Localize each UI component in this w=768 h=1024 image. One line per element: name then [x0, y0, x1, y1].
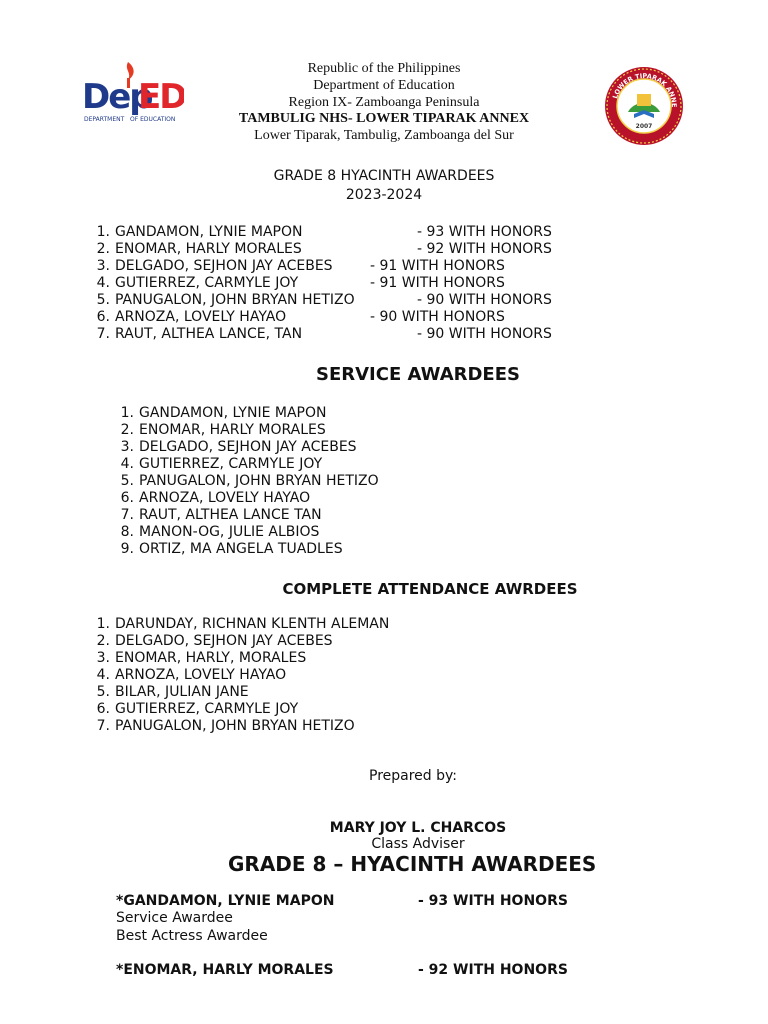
list-item: 5. BILAR, JULIAN JANE: [96, 684, 249, 700]
awardee-grade: - 91 WITH HONORS: [370, 275, 505, 291]
svg-text:LOWER TIPARAK ANNEX: LOWER TIPARAK ANNE: [611, 71, 679, 108]
header-school-name: TAMBULIG NHS- LOWER TIPARAK ANNEX: [238, 111, 530, 126]
list-item: 6. GUTIERREZ, CARMYLE JOY: [96, 701, 299, 717]
adviser-name: MARY JOY L. CHARCOS: [329, 820, 507, 836]
attendance-awardees-list: [92, 616, 592, 735]
list-item: 7. RAUT, ALTHEA LANCE, TAN - 90 WITH HONORS: [96, 326, 552, 342]
list-item: 3. DELGADO, SEJHON JAY ACEBES - 91 WITH HONORS: [96, 258, 505, 274]
list-item: 2. DELGADO, SEJHON JAY ACEBES: [96, 633, 333, 649]
page2-title: GRADE 8 – HYACINTH AWARDEES: [228, 852, 597, 876]
entry-grade: - 93 WITH HONORS: [418, 893, 568, 909]
awardee-grade: - 92 WITH HONORS: [417, 241, 552, 257]
list-item: 2. ENOMAR, HARLY MORALES: [120, 422, 326, 438]
list-item: 4. ARNOZA, LOVELY HAYAO: [96, 667, 287, 683]
awardee-grade: - 91 WITH HONORS: [370, 258, 505, 274]
list-item: 7. PANUGALON, JOHN BRYAN HETIZO: [96, 718, 355, 734]
list-item: 7. RAUT, ALTHEA LANCE TAN: [120, 507, 322, 523]
list-item: 4. GUTIERREZ, CARMYLE JOY - 91 WITH HONORS: [96, 275, 505, 291]
list-item: 3. DELGADO, SEJHON JAY ACEBES: [120, 439, 357, 455]
awardee-name: ARNOZA, LOVELY HAYAO: [115, 309, 287, 325]
list-item: 4. GUTIERREZ, CARMYLE JOY: [120, 456, 323, 472]
awardees-title: GRADE 8 HYACINTH AWARDEES: [273, 168, 495, 184]
list-item: 2. ENOMAR, HARLY MORALES - 92 WITH HONORS: [96, 241, 552, 257]
entry-award: Service Awardee: [116, 910, 233, 926]
service-awardees-title: SERVICE AWARDEES: [316, 364, 520, 385]
awardee-name: RAUT, ALTHEA LANCE, TAN: [115, 326, 303, 342]
list-item: 6. ARNOZA, LOVELY HAYAO: [120, 490, 311, 506]
header-republic: Republic of the Philippines: [307, 61, 461, 76]
deped-logo-sub2: OF EDUCATION: [130, 116, 176, 123]
awardee-grade: - 90 WITH HONORS: [417, 292, 552, 308]
awardees-list: [92, 224, 652, 343]
list-item: 8. MANON-OG, JULIE ALBIOS: [120, 524, 320, 540]
awardees-year: 2023-2024: [345, 187, 423, 203]
awardee-grade: - 93 WITH HONORS: [417, 224, 552, 240]
list-item: 1. GANDAMON, LYNIE MAPON - 93 WITH HONORS: [96, 224, 552, 240]
svg-text:2007: 2007: [635, 123, 653, 130]
list-item: 9. ORTIZ, MA ANGELA TUADLES: [120, 541, 343, 557]
entry-name: *GANDAMON, LYNIE MAPON: [116, 893, 335, 909]
service-awardees-list: [116, 405, 616, 558]
awardee-name: DELGADO, SEJHON JAY ACEBES: [115, 258, 333, 274]
list-item: 1. GANDAMON, LYNIE MAPON: [120, 405, 327, 421]
entry-name: *ENOMAR, HARLY MORALES: [116, 962, 334, 978]
deped-logo-sub1: DEPARTMENT: [84, 116, 125, 123]
entry-award: Best Actress Awardee: [116, 928, 268, 944]
awardee-name: GUTIERREZ, CARMYLE JOY: [115, 275, 299, 291]
svg-text:Dep: Dep: [82, 77, 152, 117]
awardee-grade: - 90 WITH HONORS: [417, 326, 552, 342]
list-item: 5. PANUGALON, JOHN BRYAN HETIZO: [120, 473, 379, 489]
svg-text:ED: ED: [138, 77, 184, 117]
header-region: Region IX- Zamboanga Peninsula: [288, 95, 480, 110]
list-item: 1. DARUNDAY, RICHNAN KLENTH ALEMAN: [96, 616, 390, 632]
awardee-name: GANDAMON, LYNIE MAPON: [115, 224, 303, 240]
header-department: Department of Education: [313, 78, 455, 93]
list-item: 6. ARNOZA, LOVELY HAYAO - 90 WITH HONORS: [96, 309, 505, 325]
header-school-address: Lower Tiparak, Tambulig, Zamboanga del Sur: [254, 128, 514, 143]
attendance-awardees-title: COMPLETE ATTENDANCE AWRDEES: [282, 580, 578, 598]
list-item: 5. PANUGALON, JOHN BRYAN HETIZO - 90 WITH HONORS: [96, 292, 552, 308]
awardee-name: ENOMAR, HARLY MORALES: [115, 241, 302, 257]
awardee-name: PANUGALON, JOHN BRYAN HETIZO: [115, 292, 355, 308]
prepared-by-label: Prepared by:: [369, 768, 457, 784]
adviser-role: Class Adviser: [371, 836, 465, 852]
list-item: 3. ENOMAR, HARLY, MORALES: [96, 650, 307, 666]
entry-grade: - 92 WITH HONORS: [418, 962, 568, 978]
awardee-grade: - 90 WITH HONORS: [370, 309, 505, 325]
